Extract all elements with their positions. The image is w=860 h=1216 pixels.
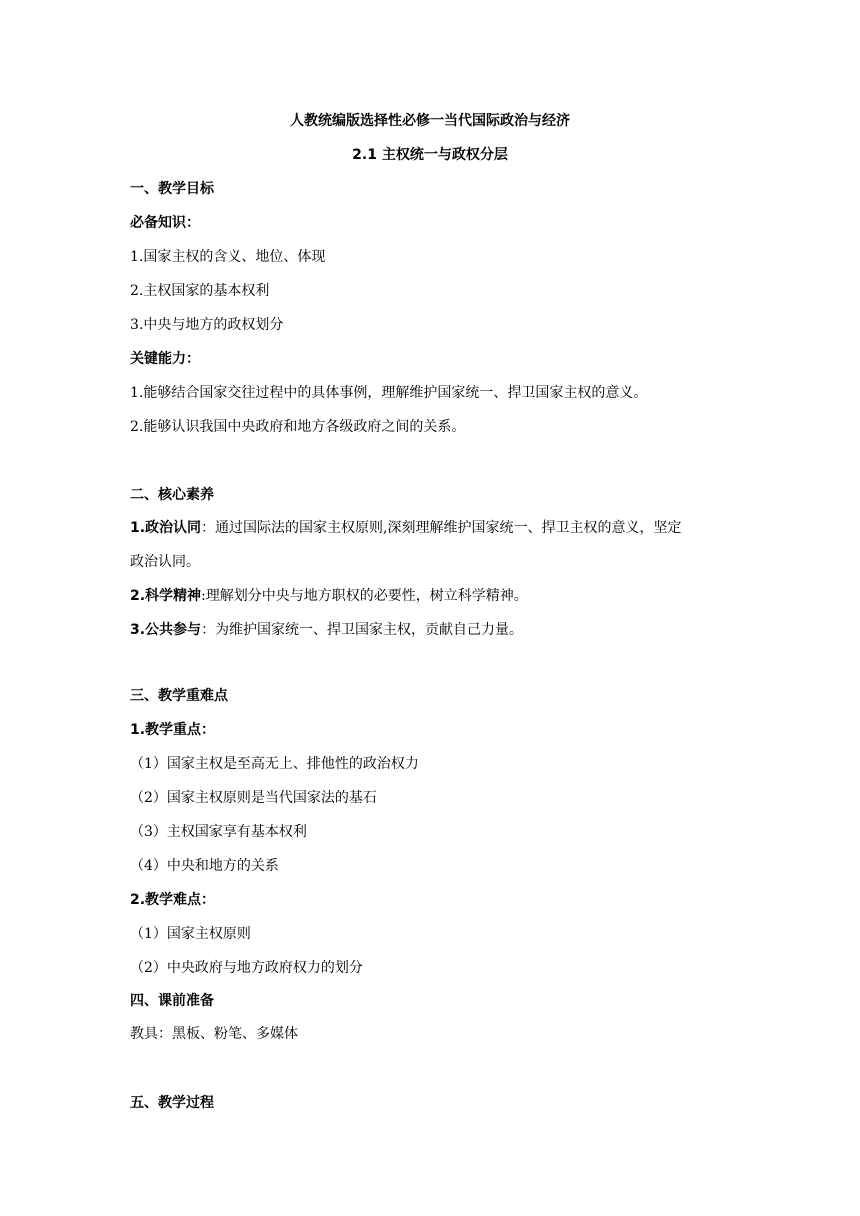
knowledge-item: 3.中央与地方的政权划分 — [130, 317, 284, 333]
ability-item: 2.能够认识我国中央政府和地方各级政府之间的关系。 — [130, 419, 466, 435]
section-heading-preparation: 四、课前准备 — [130, 993, 214, 1009]
literacy-item — [130, 518, 682, 538]
preparation-text: 教具：黑板、粉笔、多媒体 — [130, 1026, 298, 1042]
literacy-item-text: ：通过国际法的国家主权原则,深刻理解维护国家统一、捍卫主权的意义，坚定 — [201, 520, 682, 536]
literacy-item-label: 3.公共参与 — [130, 622, 202, 638]
literacy-item-continuation: 政治认同。 — [130, 554, 200, 570]
literacy-item-text: ：为维护国家统一、捍卫国家主权，贡献自己力量。 — [201, 622, 524, 638]
key-point-item: （2）国家主权原则是当代国家法的基石 — [130, 790, 377, 806]
key-point-item: （1）国家主权是至高无上、排他性的政治权力 — [130, 756, 419, 772]
knowledge-label: 必备知识： — [130, 215, 200, 231]
knowledge-item: 1.国家主权的含义、地位、体现 — [130, 249, 326, 265]
literacy-item-text: :理解划分中央与地方职权的必要性，树立科学精神。 — [201, 588, 528, 604]
literacy-item — [130, 586, 528, 606]
difficult-point-item: （2）中央政府与地方政府权力的划分 — [130, 960, 363, 976]
section-heading-process: 五、教学过程 — [130, 1095, 214, 1111]
difficult-point-item: （1）国家主权原则 — [130, 926, 251, 942]
section-heading-key-difficult: 三、教学重难点 — [130, 688, 228, 704]
literacy-item — [130, 620, 523, 640]
ability-item: 1.能够结合国家交往过程中的具体事例，理解维护国家统一、捍卫国家主权的意义。 — [130, 385, 648, 401]
key-point-item: （3）主权国家享有基本权利 — [130, 824, 307, 840]
ability-label: 关键能力： — [130, 351, 200, 367]
difficult-points-label: 2.教学难点： — [130, 892, 216, 908]
key-point-item: （4）中央和地方的关系 — [130, 858, 279, 874]
literacy-item-label: 1.政治认同 — [130, 520, 202, 536]
literacy-item-label: 2.科学精神 — [130, 588, 202, 604]
document-subtitle: 2.1 主权统一与政权分层 — [352, 147, 508, 163]
key-points-label: 1.教学重点： — [130, 722, 216, 738]
section-heading-core-literacy: 二、核心素养 — [130, 487, 214, 503]
document-title: 人教统编版选择性必修一当代国际政治与经济 — [290, 113, 570, 129]
knowledge-item: 2.主权国家的基本权利 — [130, 283, 270, 299]
section-heading-objectives: 一、教学目标 — [130, 181, 214, 197]
